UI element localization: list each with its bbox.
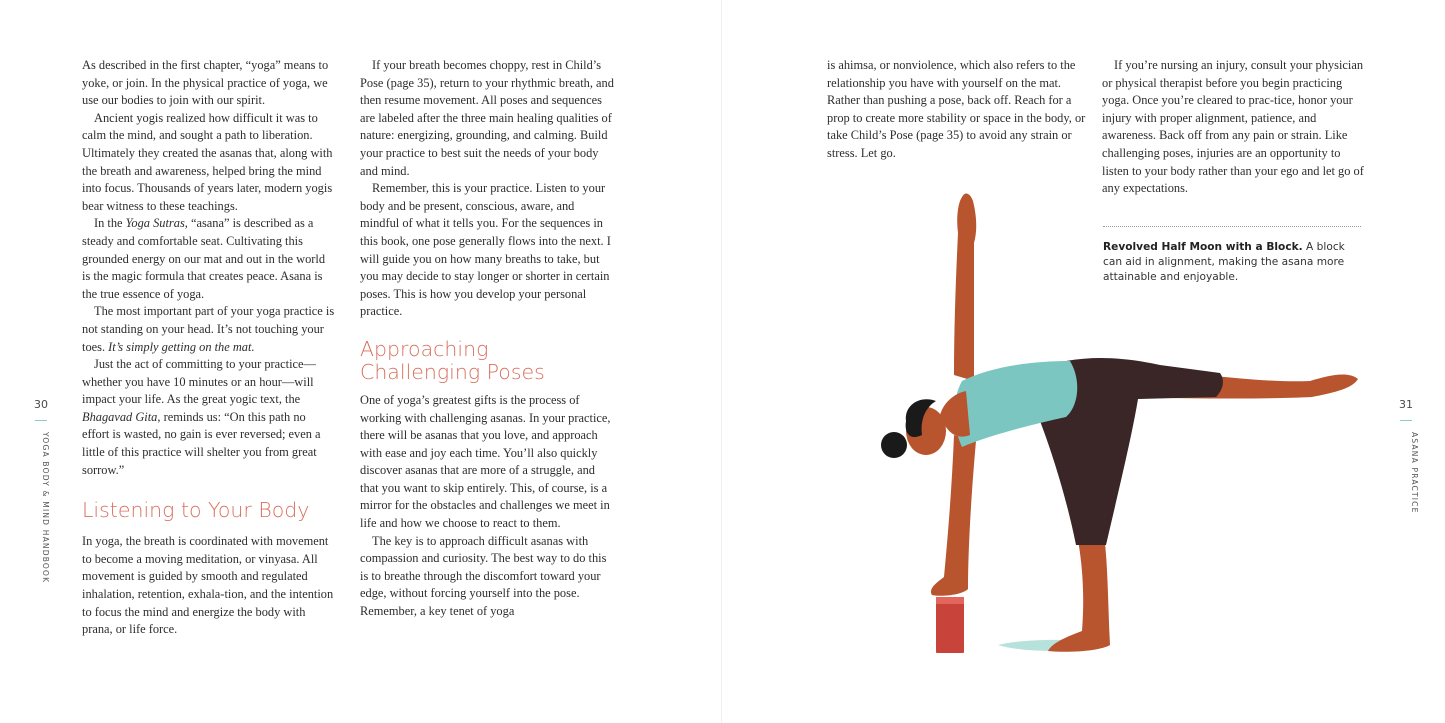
paragraph: In yoga, the breath is coordinated with movement to become a moving meditation, or vinyasa. All movement is guided by smooth and regulated inhalation, retention, exhala-tion, and the intention to focus the mind and energize the body with prana, or life force. <box>82 534 334 637</box>
paragraph: If your breath becomes choppy, rest in Child’s Pose (page 35), return to your rhythmic breath, and then resume movement. All poses and sequences are labeled after the three main healing qualities of nature: energizing, grounding, and calming. Build your practice to best suit the needs of your body and mind. <box>360 58 614 178</box>
section-heading-listening: Listening to Your Body <box>82 498 310 523</box>
right-column-2 <box>1102 57 1364 198</box>
page-number-right: 31 <box>1399 398 1413 411</box>
folio-rule-right <box>1400 420 1412 421</box>
book-gutter <box>721 0 722 723</box>
running-head-left: YOGA BODY & MIND HANDBOOK <box>41 432 50 584</box>
page-number-left: 30 <box>34 398 48 411</box>
left-column-2 <box>360 57 616 621</box>
paragraph: Remember, this is your practice. Listen to your body and be present, conscious, aware, and mindful of what it tells you. For the sequences in this book, one pose generally flows into the next. I will guide you on how many breaths to take, but you may decide to stay longer or shorter in certain poses. This is how you develop your personal practice. <box>360 181 611 319</box>
paragraph: Just the act of committing to your practice—whether you have 10 minutes or an hour—will impact your life. As the great yogic text, the Bhagavad Gita, reminds us: “On this path no effort is wasted, no gain is ever reversed; even a little of this practice will shelter you from great sorrow.” <box>82 357 321 477</box>
right-column-1 <box>827 57 1089 163</box>
left-column-1 <box>82 57 335 639</box>
emphasis-text: It’s simply getting on the mat. <box>108 339 255 354</box>
paragraph: If you’re nursing an injury, consult your physician or physical therapist before you begin practicing yoga. Once you’re cleared to prac-tice, honor your injury with proper alignment, patience, and awareness. Back off from any pain or strain. Like challenging poses, injuries are an opportunity to listen to your body rather than your ego and let go of any expectations. <box>1102 58 1364 196</box>
paragraph: As described in the first chapter, “yoga” means to yoke, or join. In the physical practice of yoga, we use our bodies to join with our spirit. <box>82 58 329 108</box>
paragraph: The most important part of your yoga practice is not standing on your head. It’s not touching your toes. It’s simply getting on the mat. <box>82 304 335 354</box>
yoga-revolved-half-moon-figure <box>870 185 1370 660</box>
paragraph: The key is to approach difficult asanas with compassion and curiosity. The best way to do this is to breathe through the discomfort toward your edge, without forcing yourself into the pose. Remember, a key tenet of yoga <box>360 533 607 619</box>
folio-rule-left <box>35 420 47 421</box>
figure-caption: Revolved Half Moon with a Block. A block can aid in alignment, making the asana more attainable and enjoyable. <box>1103 241 1345 283</box>
paragraph: In the Yoga Sutras, “asana” is described as a steady and comfortable seat. Cultivating this grounded energy on our mat and out in the world is the magic formula that creates peace. Asana is the true essence of yoga. <box>82 216 326 301</box>
paragraph: is ahimsa, or nonviolence, which also refers to the relationship you have with yourself on the mat. Rather than pushing a pose, back off. Reach for a prop to create more stability or space in the body, or take Child’s Pose (page 35) to avoid any strain or stress. Let go. <box>827 58 1086 160</box>
caption-title: Revolved Half Moon with a Block. <box>1103 241 1303 253</box>
paragraph: Ancient yogis realized how difficult it was to calm the mind, and sought a path to liberation. Ultimately they created the asanas that, along with the breath and awareness, helped bring the mind into focus. Thousands of years later, modern yogis bear witness to these teachings. <box>82 110 333 213</box>
section-heading-approaching: Approaching Challenging Poses <box>360 336 545 384</box>
running-head-right: ASANA PRACTICE <box>1410 432 1419 514</box>
book-title-bhagavad-gita: Bhagavad Gita <box>82 409 158 424</box>
book-title-yoga-sutras: Yoga Sutras <box>125 216 185 231</box>
paragraph: One of yoga’s greatest gifts is the process of working with challenging asanas. In your practice, there will be asanas that you love, and approach with ease and joy each time. You’ll also quickly discover asanas that are more of a struggle, and that you want to skip entirely. This, of course, is a mirror for the obstacles and challenges we meet in life and how we choose to react to them. <box>360 392 611 531</box>
